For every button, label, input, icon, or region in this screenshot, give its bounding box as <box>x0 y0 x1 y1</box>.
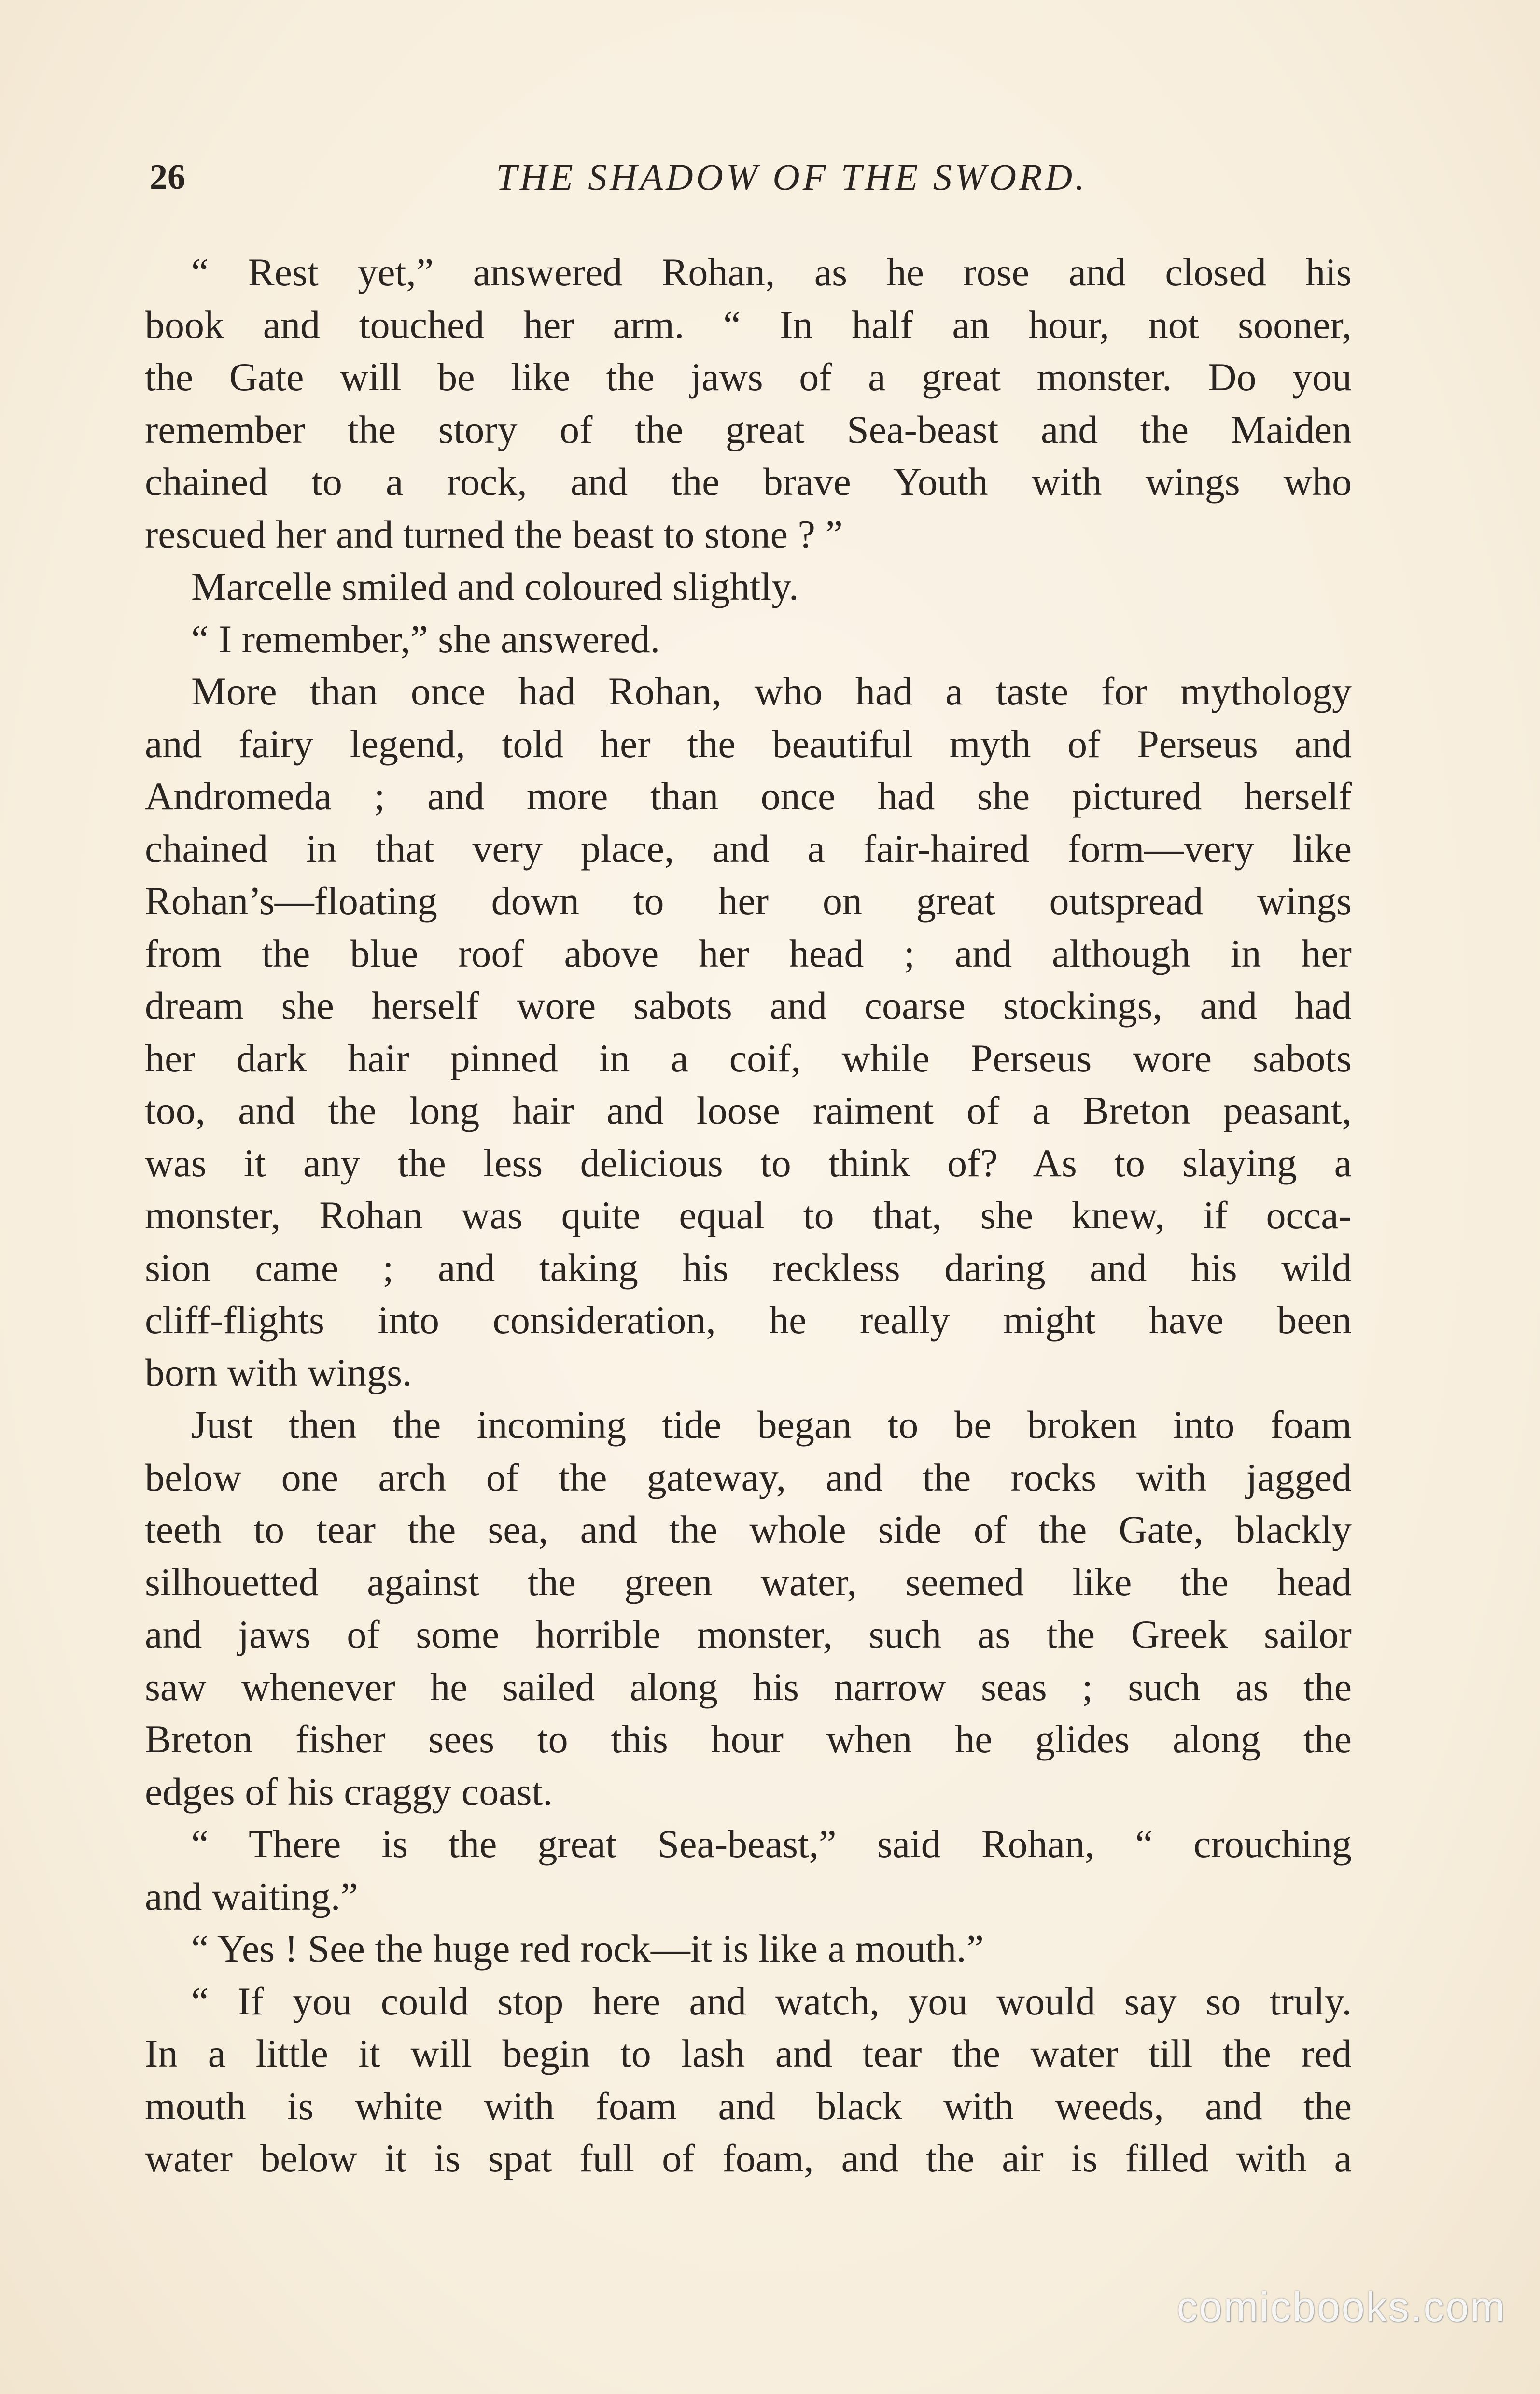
text-line: sion came ; and taking his reckless daring and his wild <box>145 1245 1352 1290</box>
text-line: below one arch of the gateway, and the rocks with jagged <box>145 1455 1352 1499</box>
text-line: and waiting.” <box>145 1874 358 1918</box>
text-line: Breton fisher sees to this hour when he glides along the <box>145 1717 1352 1761</box>
text-line: teeth to tear the sea, and the whole side of the Gate, blackly <box>145 1507 1352 1551</box>
text-line: chained in that very place, and a fair-haired form—very like <box>145 826 1352 871</box>
text-line: “ There is the great Sea-beast,” said Rohan, “ crouching <box>191 1822 1352 1866</box>
text-line: “ If you could stop here and watch, you would say so truly. <box>191 1979 1352 2023</box>
text-line: monster, Rohan was quite equal to that, she knew, if occa- <box>145 1193 1352 1237</box>
text-line: born with wings. <box>145 1350 412 1394</box>
text-line: cliff-flights into consideration, he really might have been <box>145 1298 1352 1342</box>
text-line: In a little it will begin to lash and tear the water till the red <box>145 2031 1352 2075</box>
text-line: dream she herself wore sabots and coarse stockings, and had <box>145 984 1352 1028</box>
text-line: water below it is spat full of foam, and the air is filled with a <box>145 2136 1352 2180</box>
text-line: rescued her and turned the beast to stone ? ” <box>145 512 843 556</box>
text-line: “ Yes ! See the huge red rock—it is like a mouth.” <box>191 1927 984 1971</box>
running-title: THE SHADOW OF THE SWORD. <box>496 156 1088 198</box>
text-line: “ Rest yet,” answered Rohan, as he rose and closed his <box>191 250 1352 294</box>
text-line: More than once had Rohan, who had a taste for mythology <box>191 669 1352 713</box>
text-line: Andromeda ; and more than once had she pictured herself <box>145 774 1352 818</box>
text-line: remember the story of the great Sea-beast and the Maiden <box>145 407 1352 451</box>
text-line: “ I remember,” she answered. <box>191 617 660 661</box>
text-line: silhouetted against the green water, seemed like the head <box>145 1560 1352 1604</box>
page-number: 26 <box>150 157 185 197</box>
text-line: the Gate will be like the jaws of a great monster. Do you <box>145 355 1352 399</box>
text-line: Marcelle smiled and coloured slightly. <box>191 564 799 608</box>
text-line: and fairy legend, told her the beautiful myth of Perseus and <box>145 721 1352 766</box>
body-text <box>145 246 1352 2185</box>
text-line: mouth is white with foam and black with weeds, and the <box>145 2084 1352 2128</box>
text-line: book and touched her arm. “ In half an hour, not sooner, <box>145 302 1352 347</box>
text-line: was it any the less delicious to think of? As to slaying a <box>145 1141 1352 1185</box>
text-line: saw whenever he sailed along his narrow seas ; such as the <box>145 1664 1352 1709</box>
watermark: comicbooks.com <box>1176 2284 1506 2330</box>
text-line: and jaws of some horrible monster, such as the Greek sailor <box>145 1612 1352 1656</box>
text-line: her dark hair pinned in a coif, while Perseus wore sabots <box>145 1036 1352 1080</box>
text-line: Rohan’s—floating down to her on great outspread wings <box>145 879 1352 923</box>
text-line: chained to a rock, and the brave Youth with wings who <box>145 460 1352 504</box>
text-line: from the blue roof above her head ; and although in her <box>145 931 1352 975</box>
text-line: too, and the long hair and loose raiment of a Breton peasant, <box>145 1088 1352 1132</box>
running-head <box>150 155 1342 199</box>
text-line: edges of his craggy coast. <box>145 1769 553 1814</box>
text-line: Just then the incoming tide began to be broken into foam <box>191 1403 1352 1447</box>
